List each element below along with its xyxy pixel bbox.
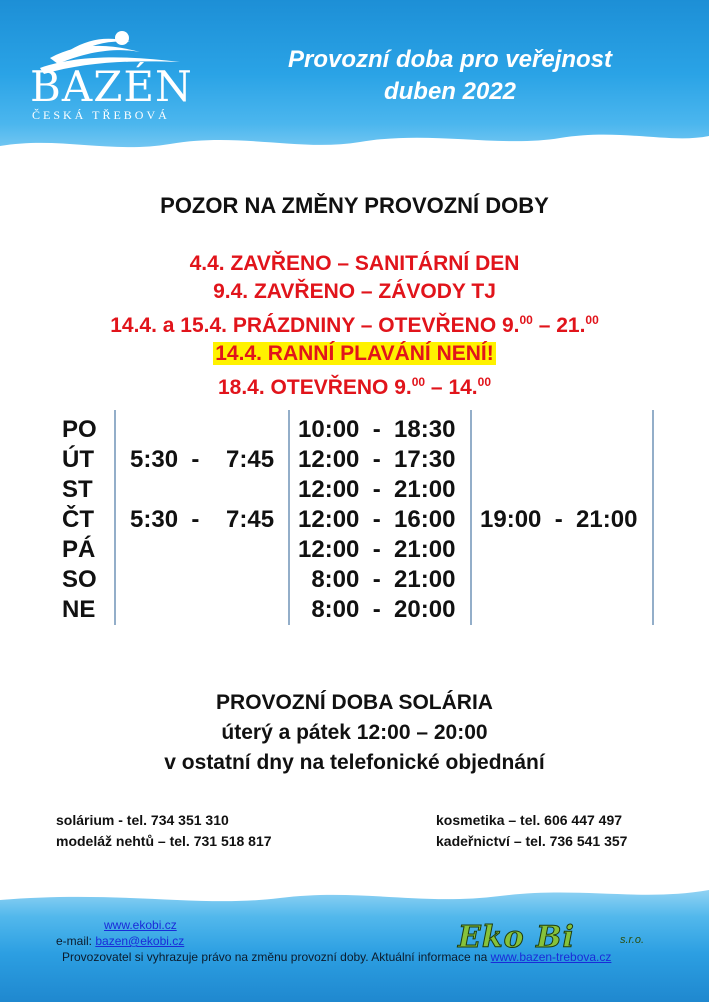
title-line-2: duben 2022 [383, 78, 517, 105]
schedule-row [0, 446, 709, 476]
day-label: ÚT [62, 446, 94, 473]
contact-hairdresser: kadeřnictví – tel. 736 541 357 [436, 833, 628, 849]
warning-title: POZOR NA ZMĚNY PROVOZNÍ DOBY [160, 193, 549, 218]
morning-hours: 5:30 - 7:45 [130, 506, 275, 533]
notice-5: 18.4. OTEVŘENO 9.00 – 14.00 [217, 375, 491, 399]
eko-bi-logo: Eko Bi [458, 920, 575, 955]
day-label: ČT [62, 506, 94, 533]
logo-word: BAZÉN [30, 62, 193, 111]
header-banner [0, 0, 709, 165]
solarium-section [0, 688, 709, 778]
schedule-row [0, 566, 709, 596]
logo [30, 24, 193, 124]
contact-nails: modeláž nehtů – tel. 731 518 817 [56, 833, 272, 849]
main-hours: 12:00 - 17:30 [298, 446, 456, 473]
schedule-row [0, 476, 709, 506]
schedule-table [0, 410, 709, 630]
title-line-1: Provozní doba pro veřejnost [287, 46, 613, 73]
main-hours: 8:00 - 20:00 [298, 596, 456, 623]
morning-hours: 5:30 - 7:45 [130, 446, 275, 473]
page-title [240, 44, 660, 108]
main-hours: 12:00 - 16:00 [298, 506, 456, 533]
notice-4 [0, 340, 709, 368]
main-hours: 8:00 - 21:00 [298, 566, 456, 593]
solarium-note: v ostatní dny na telefonické objednání [164, 751, 545, 774]
day-label: PO [62, 416, 97, 443]
day-label: SO [62, 566, 97, 593]
notice-list [0, 250, 709, 402]
contact-solarium: solárium - tel. 734 351 310 [56, 812, 229, 828]
logo-subtitle: ČESKÁ TŘEBOVÁ [32, 108, 170, 122]
email-link[interactable]: bazen@ekobi.cz [95, 934, 185, 948]
website-link[interactable]: www.bazen-trebova.cz [490, 950, 612, 964]
contact-cosmetics: kosmetika – tel. 606 447 497 [436, 812, 623, 828]
schedule-row [0, 536, 709, 566]
day-label: PÁ [62, 536, 96, 563]
notice-1: 4.4. ZAVŘENO – SANITÁRNÍ DEN [189, 252, 520, 275]
evening-hours: 19:00 - 21:00 [480, 506, 638, 533]
notice-2: 9.4. ZAVŘENO – ZÁVODY TJ [213, 280, 496, 303]
schedule-row [0, 596, 709, 626]
footer-wave-graphic [0, 880, 709, 920]
solarium-hours: úterý a pátek 12:00 – 20:00 [221, 721, 488, 744]
wave-edge-graphic [0, 118, 709, 165]
contacts-left [56, 810, 272, 852]
email-line: e-mail: bazen@ekobi.cz [56, 934, 185, 948]
contacts-right [436, 810, 627, 852]
notice-3: 14.4. a 15.4. PRÁZDNINY – OTEVŘENO 9.00 – 21.00 [110, 313, 599, 337]
day-label: ST [62, 476, 93, 503]
main-hours: 12:00 - 21:00 [298, 536, 456, 563]
highlighted-notice: 14.4. RANNÍ PLAVÁNÍ NENÍ! [215, 342, 494, 365]
footer-note: Provozovatel si vyhrazuje právo na změnu provozní doby. Aktuální informace na www.bazen-trebova.cz [62, 950, 612, 964]
footer-banner [0, 880, 709, 1002]
web-link[interactable]: www.ekobi.cz [104, 918, 177, 932]
day-label: NE [62, 596, 96, 623]
main-hours: 10:00 - 18:30 [298, 416, 456, 443]
schedule-row [0, 416, 709, 446]
eko-bi-suffix: s.r.o. [620, 934, 645, 946]
schedule-row [0, 506, 709, 536]
solarium-title: PROVOZNÍ DOBA SOLÁRIA [216, 691, 493, 714]
main-hours: 12:00 - 21:00 [298, 476, 456, 503]
